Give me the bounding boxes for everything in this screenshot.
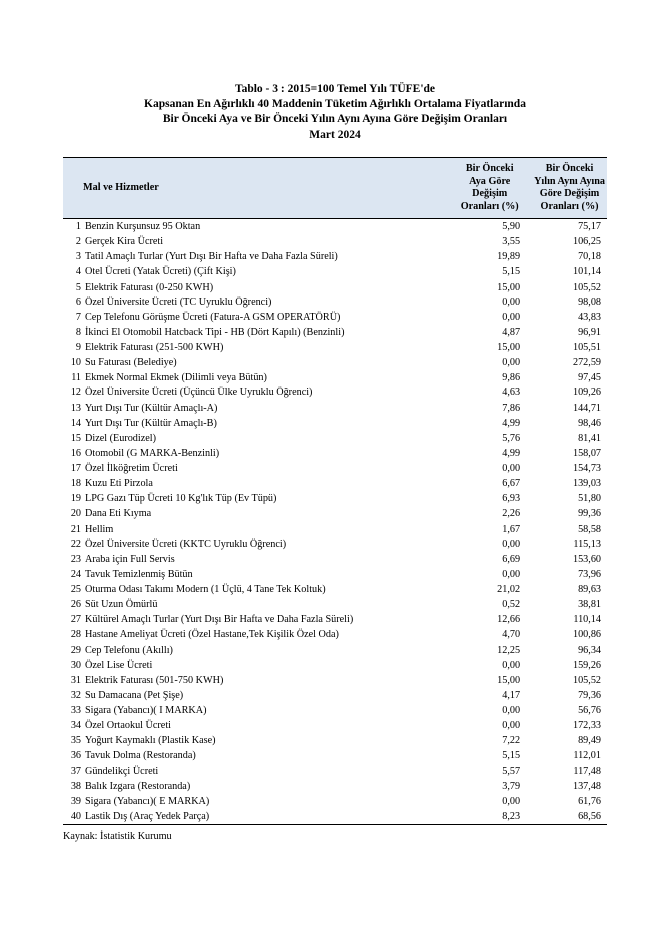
- header-monthly-change: Bir Önceki Aya Göre Değişim Oranları (%): [447, 158, 532, 219]
- yearly-change-value: 272,59: [572, 357, 601, 369]
- item-label: Özel Üniversite Ücreti (TC Uyruklu Öğrenci): [85, 296, 272, 308]
- item-name: [63, 264, 447, 279]
- item-label: Yurt Dışı Tur (Kültür Amaçlı-B): [85, 417, 217, 429]
- yearly-change-value: 112,01: [573, 750, 601, 762]
- monthly-change-value: 5,57: [502, 765, 521, 777]
- yearly-change-value: 79,36: [578, 689, 601, 701]
- yearly-change-value: 144,71: [572, 402, 601, 414]
- monthly-change-value: 5,90: [502, 221, 521, 233]
- table-row: [63, 431, 607, 446]
- item-number: 25: [70, 584, 81, 596]
- item-name: [63, 385, 447, 400]
- item-number: 29: [70, 644, 81, 656]
- item-label: Elektrik Faturası (251-500 KWH): [85, 342, 224, 354]
- yearly-change-value: 110,14: [573, 614, 601, 626]
- table-row: [63, 733, 607, 748]
- monthly-change-value: 7,22: [502, 735, 521, 747]
- table-row: [63, 537, 607, 552]
- item-label: Araba için Full Servis: [85, 553, 175, 565]
- item-label: Süt Uzun Ömürlü: [85, 599, 158, 611]
- yearly-change-value: 109,26: [572, 387, 601, 399]
- table-row: [63, 446, 607, 461]
- monthly-change-value: 4,63: [502, 387, 521, 399]
- item-label: Yoğurt Kaymaklı (Plastik Kase): [85, 735, 216, 747]
- item-number: 26: [70, 599, 81, 611]
- item-label: Gündelikçi Ücreti: [85, 765, 159, 777]
- item-label: Oturma Odası Takımı Modern (1 Üçlü, 4 Tane Tek Koltuk): [85, 584, 326, 596]
- table-row: [63, 673, 607, 688]
- title-line-2: Kapsanan En Ağırlıklı 40 Maddenin Tüketim Ağırlıklı Ortalama Fiyatlarında: [144, 98, 526, 111]
- monthly-change-value: 6,67: [502, 478, 521, 490]
- table-row: [63, 295, 607, 310]
- item-name: [63, 491, 447, 506]
- item-number: 11: [71, 372, 81, 384]
- item-number: 19: [70, 493, 81, 505]
- item-label: Özel Üniversite Ücreti (KKTC Uyruklu Öğrenci): [85, 538, 287, 550]
- monthly-change-value: 0,00: [502, 538, 521, 550]
- item-label: Dana Eti Kıyma: [85, 508, 152, 520]
- table-row: [63, 552, 607, 567]
- yearly-change-value: 105,52: [572, 281, 601, 293]
- item-label: Gerçek Kira Ücreti: [85, 236, 164, 248]
- item-number: 28: [70, 629, 81, 641]
- monthly-change-value: 0,00: [502, 705, 521, 717]
- item-label: Özel Üniversite Ücreti (Üçüncü Ülke Uyruklu Öğrenci): [85, 387, 313, 399]
- item-label: Lastik Dış (Araç Yedek Parça): [85, 810, 210, 822]
- yearly-change-value: 98,46: [578, 417, 601, 429]
- yearly-change-value: 172,33: [572, 720, 601, 732]
- table-row: [63, 506, 607, 521]
- item-label: Dizel (Eurodizel): [85, 432, 156, 444]
- monthly-change-value: 5,15: [502, 266, 521, 278]
- yearly-change-value: 58,58: [578, 523, 601, 535]
- item-number: 39: [70, 795, 81, 807]
- monthly-change-value: 4,17: [502, 689, 521, 701]
- monthly-change-value: 0,00: [502, 568, 521, 580]
- table-row: [63, 491, 607, 506]
- monthly-change-value: 0,00: [502, 311, 521, 323]
- item-name: [63, 582, 447, 597]
- item-label: LPG Gazı Tüp Ücreti 10 Kg'lık Tüp (Ev Tüpü): [85, 493, 277, 505]
- item-label: Otomobil (G MARKA-Benzinli): [85, 447, 220, 459]
- item-number: 31: [70, 674, 81, 686]
- item-number: 36: [70, 750, 81, 762]
- yearly-change-value: 159,26: [572, 659, 601, 671]
- item-number: 17: [70, 463, 81, 475]
- item-number: 40: [70, 810, 81, 822]
- item-label: Sigara (Yabancı)( E MARKA): [85, 795, 210, 807]
- item-number: 6: [75, 296, 81, 308]
- item-number: 22: [70, 538, 81, 550]
- yearly-change-value: 56,76: [578, 705, 601, 717]
- monthly-change-value: 6,69: [502, 553, 521, 565]
- yearly-change-value: 51,80: [578, 493, 601, 505]
- table-row: [63, 643, 607, 658]
- item-number: 32: [70, 689, 81, 701]
- title-line-1: Tablo - 3 : 2015=100 Temel Yılı TÜFE'de: [234, 83, 436, 95]
- source-note: Kaynak: İstatistik Kurumu: [63, 831, 172, 842]
- table-body: [63, 219, 607, 825]
- table-row: [63, 764, 607, 779]
- item-name: [63, 688, 447, 703]
- yearly-change-value: 68,56: [532, 809, 607, 825]
- item-name: [63, 552, 447, 567]
- item-number: 3: [75, 251, 81, 263]
- table-row: [63, 718, 607, 733]
- item-label: Tavuk Temizlenmiş Bütün: [85, 568, 193, 580]
- item-label: Otel Ücreti (Yatak Ücreti) (Çift Kişi): [85, 266, 236, 278]
- table-row: [63, 688, 607, 703]
- item-number: 2: [75, 236, 81, 248]
- monthly-change-value: 15,00: [497, 342, 521, 354]
- monthly-change-value: 9,86: [502, 372, 521, 384]
- table-row: [63, 703, 607, 718]
- item-label: Kültürel Amaçlı Turlar (Yurt Dışı Bir Hafta ve Daha Fazla Süreli): [85, 614, 354, 626]
- header-yearly-change: Bir Önceki Yılın Aynı Ayına Göre Değişim Oranları (%): [532, 158, 607, 219]
- item-name: [63, 249, 447, 264]
- item-name: [63, 506, 447, 521]
- item-name: [63, 295, 447, 310]
- item-number: 34: [70, 720, 81, 732]
- item-name: [63, 794, 447, 809]
- item-name: [63, 310, 447, 325]
- item-number: 33: [70, 705, 81, 717]
- yearly-change-value: 139,03: [572, 478, 601, 490]
- item-number: 4: [75, 266, 81, 278]
- yearly-change-value: 89,49: [578, 735, 601, 747]
- monthly-change-value: 12,25: [497, 644, 521, 656]
- item-number: 16: [70, 447, 81, 459]
- monthly-change-value: 6,93: [502, 493, 521, 505]
- item-name: [63, 355, 447, 370]
- item-label: Su Damacana (Pet Şişe): [85, 689, 184, 701]
- item-number: 18: [70, 478, 81, 490]
- yearly-change-value: 154,73: [572, 463, 601, 475]
- item-label: Cep Telefonu Görüşme Ücreti (Fatura-A GSM OPERATÖRÜ): [85, 311, 341, 323]
- item-number: 14: [70, 417, 81, 429]
- monthly-change-value: 0,00: [502, 795, 521, 807]
- item-name: [63, 416, 447, 431]
- table-row: [63, 627, 607, 642]
- price-change-table: [63, 157, 607, 825]
- item-label: Özel Lise Ücreti: [85, 659, 153, 671]
- monthly-change-value: 15,00: [497, 281, 521, 293]
- monthly-change-value: 5,15: [502, 750, 521, 762]
- item-name: [63, 370, 447, 385]
- table-row: [63, 310, 607, 325]
- table-row: [63, 779, 607, 794]
- item-number: 37: [70, 765, 81, 777]
- monthly-change-value: 4,99: [502, 417, 521, 429]
- yearly-change-value: 81,41: [578, 432, 601, 444]
- item-label: Sigara (Yabancı)( I MARKA): [85, 705, 207, 717]
- item-label: Özel Ortaokul Ücreti: [85, 720, 171, 732]
- table-row: [63, 567, 607, 582]
- item-name: [63, 340, 447, 355]
- item-name: [63, 748, 447, 763]
- table-row: [63, 401, 607, 416]
- table-row: [63, 249, 607, 264]
- monthly-change-value: 4,87: [502, 326, 521, 338]
- item-number: 13: [70, 402, 81, 414]
- monthly-change-value: 3,55: [502, 236, 521, 248]
- item-label: Cep Telefonu (Akıllı): [85, 644, 173, 656]
- item-number: 20: [70, 508, 81, 520]
- monthly-change-value: 7,86: [502, 402, 521, 414]
- yearly-change-value: 43,83: [578, 311, 601, 323]
- item-number: 5: [75, 281, 81, 293]
- item-number: 1: [75, 221, 81, 233]
- item-name: [63, 431, 447, 446]
- item-number: 24: [70, 568, 81, 580]
- yearly-change-value: 105,52: [572, 674, 601, 686]
- monthly-change-value: 8,23: [447, 809, 532, 825]
- item-name: [63, 703, 447, 718]
- yearly-change-value: 96,91: [578, 326, 601, 338]
- table-row: [63, 234, 607, 249]
- item-name: [63, 537, 447, 552]
- item-number: 21: [70, 523, 81, 535]
- table-row: [63, 522, 607, 537]
- item-name: [63, 325, 447, 340]
- yearly-change-value: 70,18: [578, 251, 601, 263]
- monthly-change-value: 0,00: [502, 357, 521, 369]
- item-label: Hellim: [85, 523, 114, 535]
- table-header: [63, 158, 607, 219]
- item-number: 38: [70, 780, 81, 792]
- monthly-change-value: 2,26: [502, 508, 521, 520]
- item-label: Benzin Kurşunsuz 95 Oktan: [85, 221, 201, 233]
- yearly-change-value: 106,25: [572, 236, 601, 248]
- item-name: [63, 658, 447, 673]
- table-row: [63, 325, 607, 340]
- item-name: [63, 446, 447, 461]
- item-label: Kuzu Eti Pirzola: [85, 478, 153, 490]
- item-name: [63, 612, 447, 627]
- title-line-4: Mart 2024: [309, 128, 361, 141]
- item-number: 35: [70, 735, 81, 747]
- yearly-change-value: 158,07: [572, 447, 601, 459]
- yearly-change-value: 115,13: [573, 538, 601, 550]
- item-name: [63, 733, 447, 748]
- item-name: [63, 522, 447, 537]
- item-label: Ekmek Normal Ekmek (Dilimli veya Bütün): [85, 372, 267, 384]
- table-row: [63, 597, 607, 612]
- item-name: [63, 764, 447, 779]
- item-name: [63, 673, 447, 688]
- yearly-change-value: 98,08: [578, 296, 601, 308]
- table-row: [63, 461, 607, 476]
- item-name: [63, 280, 447, 295]
- monthly-change-value: 0,00: [502, 659, 521, 671]
- table-row: [63, 476, 607, 491]
- item-name: [63, 718, 447, 733]
- header-goods-services: Mal ve Hizmetler: [63, 158, 447, 219]
- item-name: [63, 627, 447, 642]
- table-row: [63, 748, 607, 763]
- table-row: [63, 794, 607, 809]
- item-number: 10: [70, 357, 81, 369]
- table-row: [63, 809, 607, 825]
- monthly-change-value: 0,00: [502, 463, 521, 475]
- item-name: [63, 779, 447, 794]
- table-row: [63, 340, 607, 355]
- item-name: [63, 643, 447, 658]
- item-name: [63, 567, 447, 582]
- item-number: 27: [70, 614, 81, 626]
- item-name: [63, 476, 447, 491]
- yearly-change-value: 89,63: [578, 584, 601, 596]
- monthly-change-value: 19,89: [497, 251, 521, 263]
- table-row: [63, 370, 607, 385]
- item-label: Yurt Dışı Tur (Kültür Amaçlı-A): [85, 402, 218, 414]
- table-row: [63, 385, 607, 400]
- yearly-change-value: 73,96: [578, 568, 601, 580]
- monthly-change-value: 15,00: [497, 674, 521, 686]
- yearly-change-value: 105,51: [572, 342, 601, 354]
- item-name: [63, 597, 447, 612]
- yearly-change-value: 38,81: [578, 599, 601, 611]
- table-row: [63, 658, 607, 673]
- table-row: [63, 264, 607, 279]
- monthly-change-value: 3,79: [502, 780, 521, 792]
- item-name: [63, 461, 447, 476]
- item-number: 9: [75, 342, 81, 354]
- table-row: [63, 355, 607, 370]
- yearly-change-value: 61,76: [578, 795, 601, 807]
- yearly-change-value: 153,60: [572, 553, 601, 565]
- monthly-change-value: 5,76: [502, 432, 521, 444]
- yearly-change-value: 100,86: [572, 629, 601, 641]
- item-name: [63, 234, 447, 249]
- monthly-change-value: 12,66: [497, 614, 521, 626]
- item-label: Tavuk Dolma (Restoranda): [85, 750, 196, 762]
- yearly-change-value: 137,48: [572, 780, 601, 792]
- item-label: Balık Izgara (Restoranda): [85, 780, 191, 792]
- yearly-change-value: 117,48: [573, 765, 601, 777]
- item-label: Özel İlköğretim Ücreti: [85, 463, 178, 475]
- monthly-change-value: 0,52: [502, 599, 521, 611]
- yearly-change-value: 96,34: [578, 644, 601, 656]
- yearly-change-value: 99,36: [578, 508, 601, 520]
- item-label: Tatil Amaçlı Turlar (Yurt Dışı Bir Hafta ve Daha Fazla Süreli): [85, 251, 338, 263]
- item-number: 30: [70, 659, 81, 671]
- table-row: [63, 416, 607, 431]
- item-name: [63, 401, 447, 416]
- item-label: Elektrik Faturası (501-750 KWH): [85, 674, 224, 686]
- table-row: [63, 612, 607, 627]
- item-number: 7: [75, 311, 81, 323]
- item-label: Su Faturası (Belediye): [85, 357, 177, 369]
- yearly-change-value: 75,17: [578, 221, 601, 233]
- item-label: İkinci El Otomobil Hatcback Tipi - HB (Dört Kapılı) (Benzinli): [85, 326, 345, 338]
- table-row: [63, 280, 607, 295]
- monthly-change-value: 0,00: [502, 296, 521, 308]
- monthly-change-value: 0,00: [502, 720, 521, 732]
- monthly-change-value: 4,70: [502, 629, 521, 641]
- yearly-change-value: 97,45: [578, 372, 601, 384]
- monthly-change-value: 21,02: [497, 584, 521, 596]
- item-number: 12: [70, 387, 81, 399]
- item-number: 23: [70, 553, 81, 565]
- item-number: 15: [70, 432, 81, 444]
- table-title: [0, 82, 670, 143]
- table-row: [63, 582, 607, 597]
- monthly-change-value: 1,67: [502, 523, 521, 535]
- item-name: [63, 809, 447, 825]
- item-number: 8: [75, 326, 81, 338]
- table-row: [63, 219, 607, 235]
- title-line-3: Bir Önceki Aya ve Bir Önceki Yılın Aynı Ayına Göre Değişim Oranları: [162, 113, 508, 126]
- item-label: Hastane Ameliyat Ücreti (Özel Hastane,Tek Kişilik Özel Oda): [85, 629, 339, 641]
- item-name: [63, 219, 447, 235]
- monthly-change-value: 4,99: [502, 447, 521, 459]
- yearly-change-value: 101,14: [572, 266, 601, 278]
- item-label: Elektrik Faturası (0-250 KWH): [85, 281, 214, 293]
